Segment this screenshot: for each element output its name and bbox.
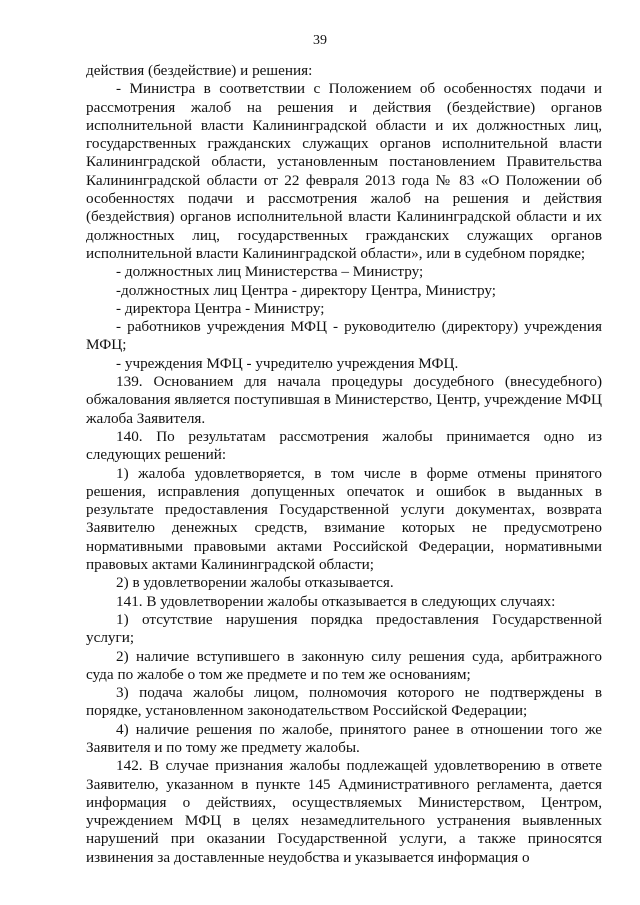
document-body xyxy=(86,62,602,867)
clause-141-item-4: 4) наличие решения по жалобе, принятого ранее в отношении того же Заявителя и по тому же предмету жалобы. xyxy=(86,720,602,756)
clause-140: 140. По результатам рассмотрения жалобы принимается одно из следующих решений: xyxy=(86,427,602,464)
clause-140-item-1: 1) жалоба удовлетворяется, в том числе в форме отмены принятого решения, исправления допущенных опечаток и ошибок в выданных в результате предоставления Государственной услуги документах, возврата Заявителю денежных средств, взимание которых не предусмотрено нормативными правовыми актами Российской Федерации, нормативными правовых актами Калининградской области; xyxy=(86,464,602,574)
clause-141-item-1: 1) отсутствие нарушения порядка предоставления Государственной услуги; xyxy=(86,610,602,647)
clause-140-item-2: 2) в удовлетворении жалобы отказывается. xyxy=(116,574,394,592)
clause-141-item-3: 3) подача жалобы лицом, полномочия которого не подтверждены в порядке, установленном законодательством Российской Федерации; xyxy=(86,684,602,720)
clause-141-item-2: 2) наличие вступившего в законную силу решения суда, арбитражного суда по жалобе о том же предмете и по тем же основаниям; xyxy=(86,647,602,683)
page-number: 39 xyxy=(313,33,327,48)
paragraph-minister: - Министра в соответствии с Положением об особенностях подачи и рассмотрения жалоб на решения и действия (бездействие) органов исполнительной власти Калининградской области и их должностных лиц, государственных гражданских служащих органов исполнительной власти Калининградской области, установленным постановлением Правительства Калининградской области от 22 февраля 2013 года № 83 «О Положении об особенностях подачи и рассмотрения жалоб на решения и действия (бездействия) органов исполнительной власти Калининградской области и их должностных лиц, государственных гражданских служащих органов исполнительной власти Калининградской области», или в судебном порядке; xyxy=(86,80,602,262)
clause-141: 141. В удовлетворении жалобы отказывается в следующих случаях: xyxy=(116,592,556,610)
list-item-ministry-officials: - должностных лиц Министерства – Министру; xyxy=(116,263,424,281)
list-item-mfc-workers: - работников учреждения МФЦ - руководителю (директору) учреждения МФЦ; xyxy=(86,318,602,354)
paragraph-intro: действия (бездействие) и решения: xyxy=(86,62,313,79)
clause-139: 139. Основанием для начала процедуры досудебного (внесудебного) обжалования является поступившая в Министерство, Центр, учреждение МФЦ жалоба Заявителя. xyxy=(86,373,602,427)
clause-142: 142. В случае признания жалобы подлежащей удовлетворению в ответе Заявителю, указанном в пункте 145 Административного регламента, дается информация о действиях, осуществляемых Министерством, Центром, учреждением МФЦ в целях незамедлительного устранения выявленных нарушений при оказании Государственной услуги, а также приносятся извинения за доставленные неудобства и указывается информация о xyxy=(86,757,602,866)
list-item-center-director: - директора Центра - Министру; xyxy=(116,299,325,317)
list-item-center-officials: -должностных лиц Центра - директору Центра, Министру; xyxy=(116,281,496,299)
list-item-mfc-institution: - учреждения МФЦ - учредителю учреждения МФЦ. xyxy=(116,354,459,372)
